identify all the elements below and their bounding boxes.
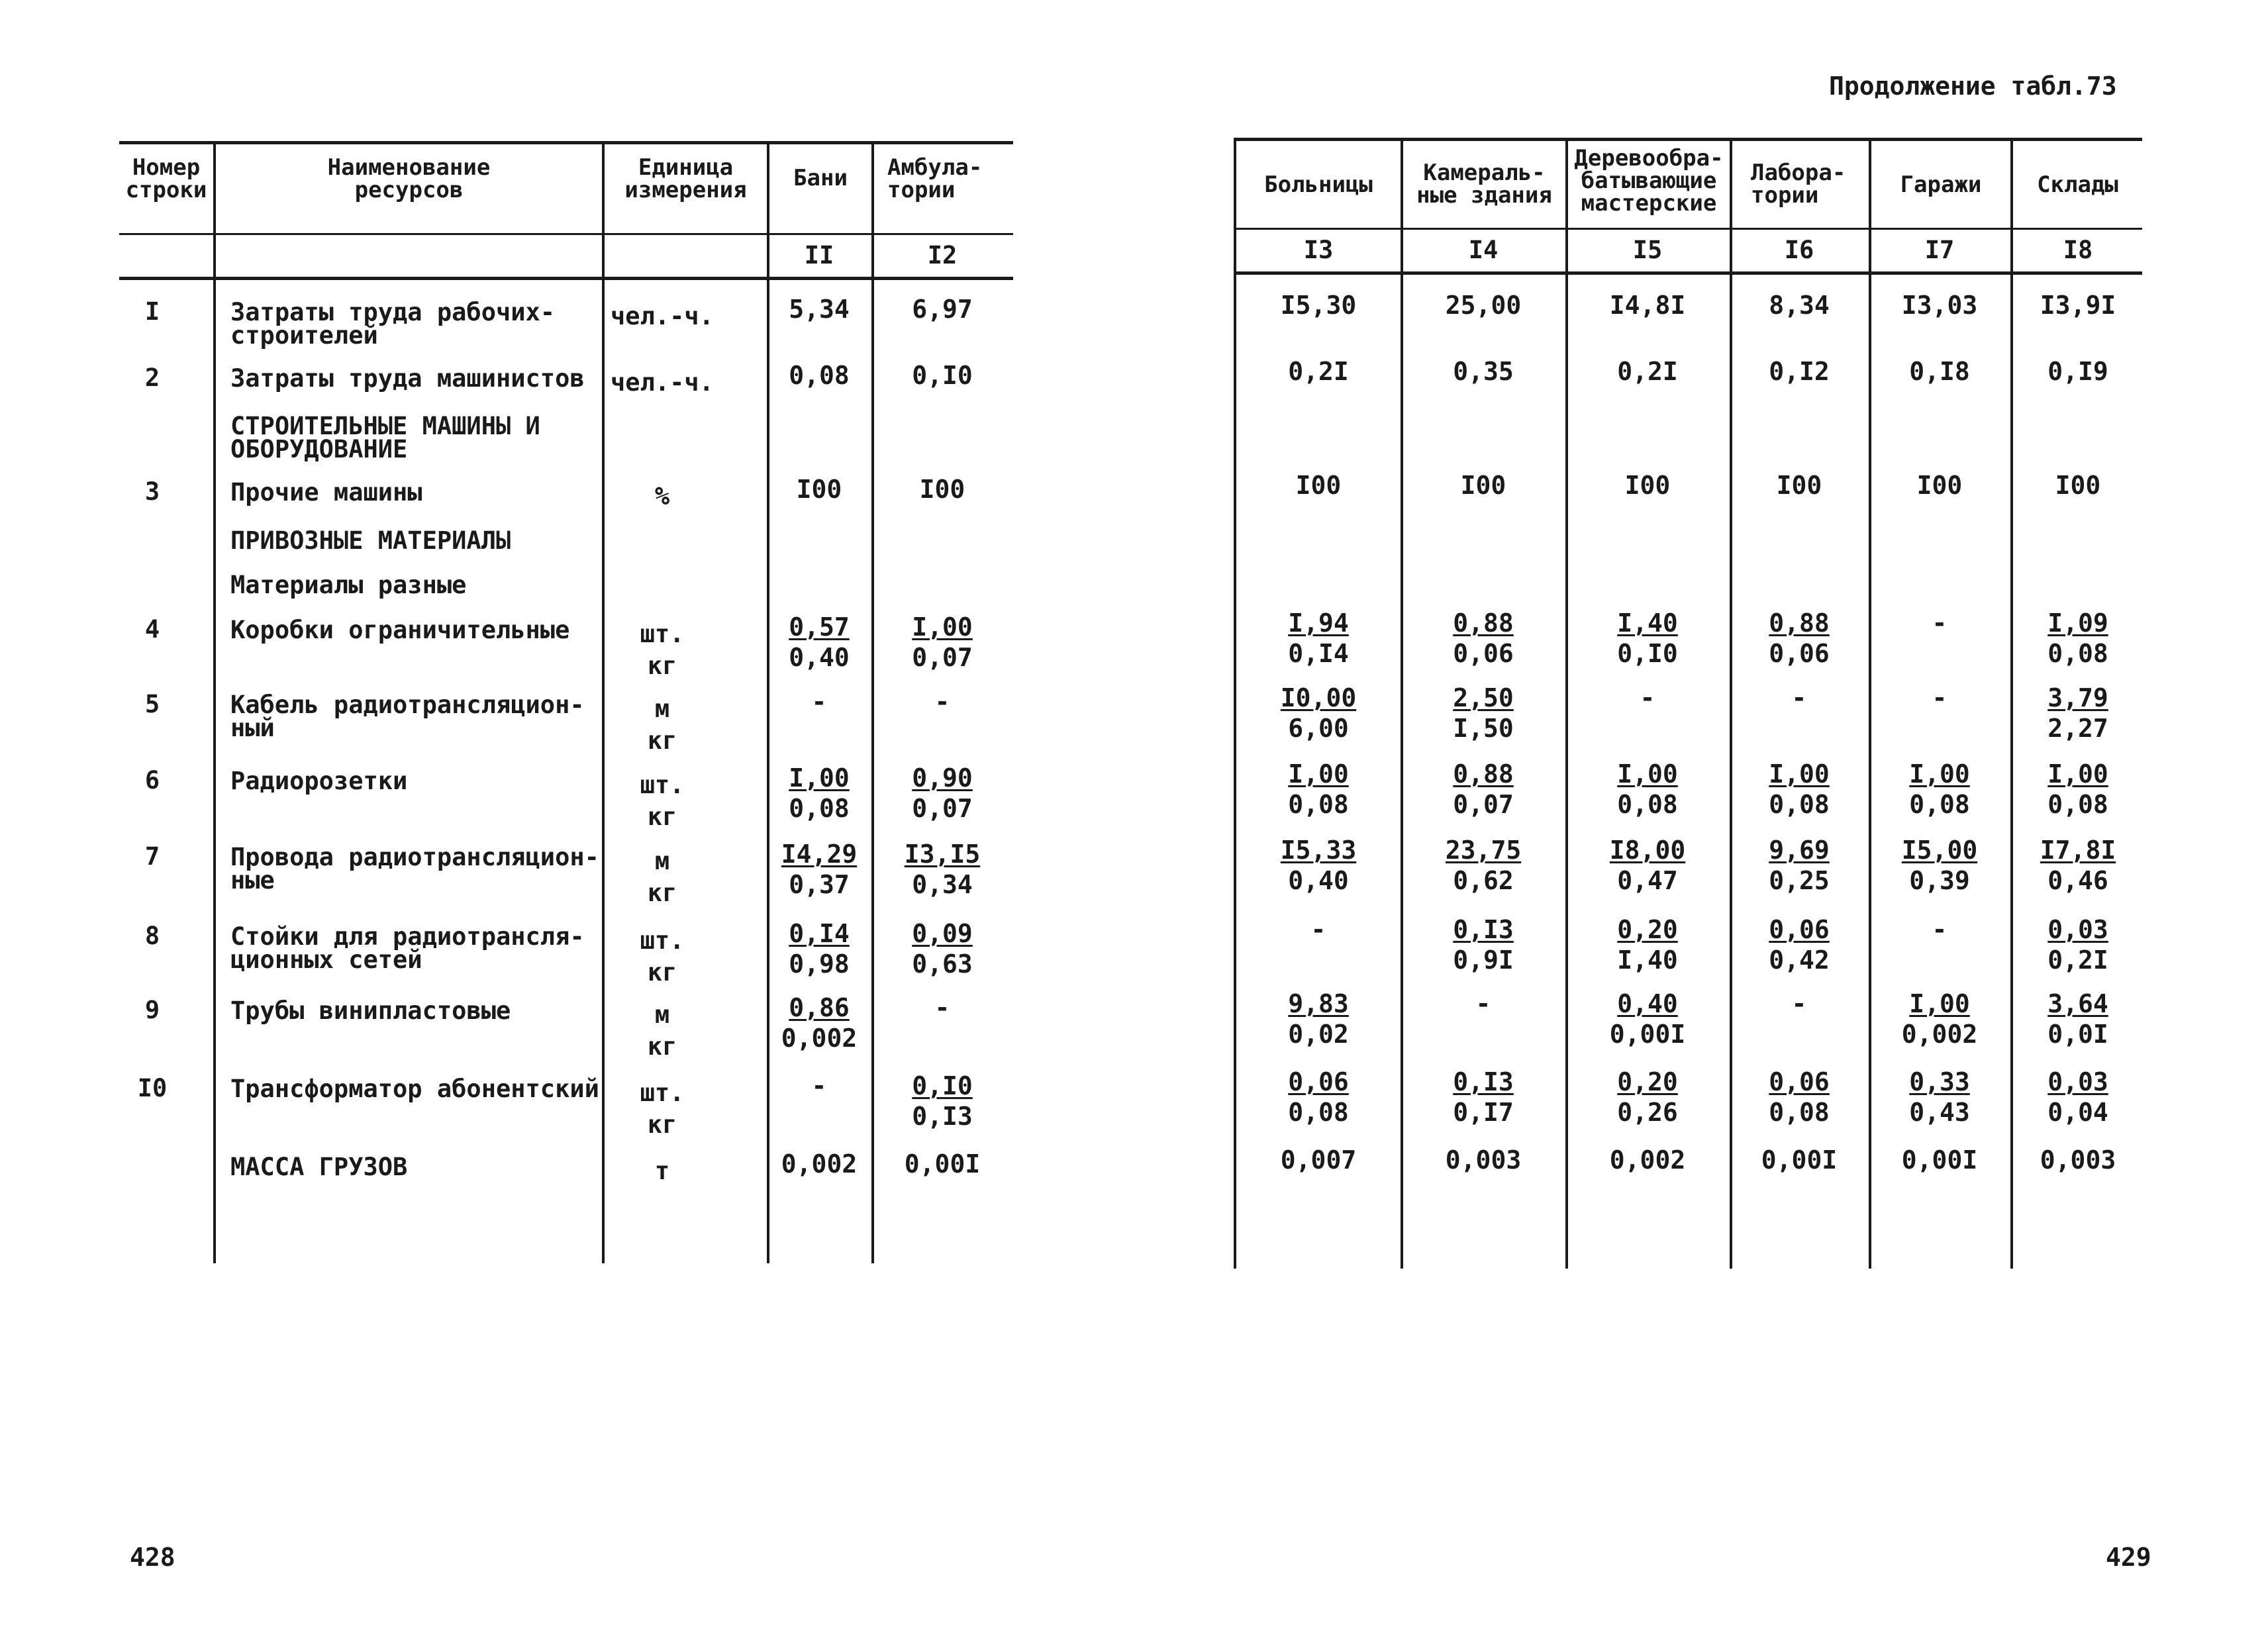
value-denominator: 0,I4: [1288, 639, 1349, 668]
value-numerator: 23,75: [1445, 836, 1522, 865]
value-cell: [1617, 358, 1678, 385]
value-text: 0,I0: [912, 361, 973, 390]
header-warehouses: Склады: [2037, 171, 2118, 198]
value-cell: [1281, 291, 1356, 319]
value-text: I00: [1776, 471, 1822, 500]
value-cell: [912, 295, 973, 323]
value-denominator: 0,08: [1909, 790, 1970, 819]
value-cell: [2047, 990, 2108, 1048]
value-numerator: 0,20: [1617, 1067, 1678, 1096]
value-cell: [1769, 760, 1830, 818]
value-denominator: 0,63: [912, 949, 973, 979]
value-cell: [1932, 609, 1948, 637]
value-text: 0,003: [2040, 1145, 2116, 1175]
col-number: II: [804, 241, 834, 269]
value-denominator: 0,46: [2047, 866, 2108, 895]
value-denominator: 0,002: [1901, 1020, 1978, 1049]
row-number: 9: [144, 996, 160, 1024]
resource-name: Трансформатор абонентский: [230, 1075, 599, 1103]
value-text: 0,00I: [904, 1149, 981, 1179]
unit: шт. кг: [640, 771, 685, 831]
value-numerator: I,00: [1288, 759, 1349, 789]
value-cell: [1311, 916, 1326, 943]
value-cell: [2055, 471, 2101, 499]
value-cell: [2047, 1068, 2108, 1126]
value-text: I00: [796, 475, 842, 504]
resource-name: Затраты труда рабочих- строителей: [230, 298, 556, 350]
value-cell: [1909, 358, 1970, 385]
value-numerator: I5,00: [1901, 836, 1978, 865]
value-denominator: 0,47: [1617, 866, 1678, 895]
value-numerator: 3,64: [2047, 989, 2108, 1018]
value-numerator: 0,57: [789, 612, 850, 642]
value-text: 0,00I: [1901, 1145, 1978, 1175]
value-text: -: [811, 1071, 827, 1100]
col-number: I5: [1632, 236, 1663, 264]
value-text: 0,002: [781, 1149, 858, 1179]
value-numerator: I8,00: [1609, 836, 1686, 865]
value-denominator: 0,43: [1909, 1098, 1970, 1127]
value-numerator: 0,88: [1453, 608, 1514, 638]
value-cell: [1453, 358, 1514, 385]
value-cell: [1932, 916, 1948, 943]
value-numerator: 0,20: [1617, 915, 1678, 944]
resource-name: МАССА ГРУЗОВ: [230, 1153, 408, 1181]
value-denominator: 0,26: [1617, 1098, 1678, 1127]
row-number: I: [144, 297, 160, 326]
value-cell: [1932, 684, 1948, 712]
header-laboratories: Лабора- тории: [1751, 160, 1846, 209]
value-denominator: 0,39: [1909, 866, 1970, 895]
value-text: I00: [1460, 471, 1506, 500]
table-caption: Продолжение табл.73: [1829, 72, 2117, 101]
value-cell: [905, 1150, 980, 1178]
value-denominator: 0,37: [789, 870, 850, 899]
value-cell: [1792, 684, 1807, 712]
value-cell: [1281, 1146, 1356, 1174]
value-denominator: 0,2I: [2047, 945, 2108, 975]
value-text: 0,I2: [1769, 357, 1830, 386]
value-cell: [781, 994, 857, 1052]
resource-name: Трубы винипластовые: [230, 996, 511, 1025]
value-text: I5,30: [1280, 291, 1357, 320]
value-cell: [1761, 1146, 1837, 1174]
value-cell: [1453, 760, 1514, 818]
value-cell: [1617, 609, 1678, 667]
value-cell: [789, 613, 850, 671]
value-text: 8,34: [1769, 291, 1830, 320]
value-numerator: I0,00: [1280, 683, 1357, 712]
value-numerator: 0,90: [912, 763, 973, 793]
header-office-buildings: Камераль- ные здания: [1416, 160, 1552, 209]
value-denominator: 0,08: [1288, 1098, 1349, 1127]
value-text: 0,35: [1453, 357, 1514, 386]
value-cell: [1288, 1068, 1349, 1126]
value-numerator: I,00: [1909, 759, 1970, 789]
value-numerator: I5,33: [1280, 836, 1357, 865]
value-numerator: 0,I4: [789, 919, 850, 948]
header-resource-name: Наименование ресурсов: [327, 154, 491, 203]
value-text: 6,97: [912, 295, 973, 324]
value-numerator: 0,03: [2047, 915, 2108, 944]
value-cell: [2047, 760, 2108, 818]
value-text: 25,00: [1445, 291, 1522, 320]
resource-name: Коробки ограничительные: [230, 616, 570, 644]
value-cell: [1917, 471, 1963, 499]
value-cell: [1461, 471, 1506, 499]
value-cell: [912, 920, 973, 978]
value-cell: [1288, 358, 1349, 385]
value-numerator: 0,86: [789, 993, 850, 1022]
row-number: 6: [144, 766, 160, 795]
value-cell: [1446, 1146, 1521, 1174]
header-hospitals: Больницы: [1264, 171, 1373, 198]
value-cell: [905, 840, 980, 898]
value-text: I00: [1916, 471, 1963, 500]
row-number: 8: [144, 922, 160, 950]
value-text: 5,34: [789, 295, 850, 324]
value-text: -: [1640, 683, 1655, 712]
value-numerator: 3,79: [2047, 683, 2108, 712]
value-cell: [1453, 916, 1514, 974]
value-cell: [1902, 291, 1977, 319]
value-cell: [1610, 1146, 1685, 1174]
row-number: 7: [144, 842, 160, 871]
value-denominator: 0,34: [912, 870, 973, 899]
value-cell: [2040, 1146, 2116, 1174]
value-text: 0,I9: [2047, 357, 2108, 386]
value-denominator: 0,08: [1288, 790, 1349, 819]
value-numerator: 9,83: [1288, 989, 1349, 1018]
value-cell: [1909, 760, 1970, 818]
value-denominator: 0,08: [1617, 790, 1678, 819]
value-cell: [1769, 609, 1830, 667]
value-denominator: 0,98: [789, 949, 850, 979]
value-denominator: 0,62: [1453, 866, 1514, 895]
value-cell: [1610, 836, 1685, 894]
value-denominator: 0,06: [1769, 639, 1830, 668]
value-denominator: 0,08: [2047, 639, 2108, 668]
value-cell: [1792, 990, 1807, 1018]
value-cell: [2047, 916, 2108, 974]
value-text: -: [1475, 989, 1491, 1018]
value-text: 0,002: [1609, 1145, 1686, 1175]
unit: чел.-ч.: [611, 302, 714, 330]
value-numerator: I,00: [1909, 989, 1970, 1018]
value-text: -: [1932, 683, 1948, 712]
value-cell: [1288, 760, 1349, 818]
value-denominator: 0,08: [2047, 790, 2108, 819]
col-number: I6: [1784, 236, 1814, 264]
value-cell: [789, 295, 850, 323]
value-cell: [1777, 471, 1822, 499]
unit: т: [654, 1157, 670, 1185]
value-numerator: 2,50: [1453, 683, 1514, 712]
value-text: -: [1932, 608, 1948, 638]
value-cell: [912, 764, 973, 822]
value-cell: [935, 688, 950, 716]
value-cell: [1617, 1068, 1678, 1126]
value-numerator: I3,I5: [904, 840, 981, 869]
header-woodworking-shops: Деревообра- батывающие мастерские: [1574, 145, 1724, 217]
value-text: I3,03: [1901, 291, 1978, 320]
value-cell: [1476, 990, 1491, 1018]
value-numerator: 0,I3: [1453, 915, 1514, 944]
value-denominator: 0,I3: [912, 1102, 973, 1131]
row-number: 4: [144, 615, 160, 644]
value-numerator: 0,40: [1617, 989, 1678, 1018]
value-denominator: 0,9I: [1453, 945, 1514, 975]
col-number: I8: [2063, 236, 2093, 264]
value-cell: [781, 1150, 857, 1178]
unit: м кг: [647, 1000, 677, 1061]
value-cell: [1902, 836, 1977, 894]
value-cell: [781, 840, 857, 898]
header-garages: Гаражи: [1900, 171, 1982, 198]
value-denominator: 0,04: [2047, 1098, 2108, 1127]
value-text: 0,08: [789, 361, 850, 390]
value-cell: [1446, 291, 1521, 319]
value-text: I00: [2055, 471, 2101, 500]
value-numerator: 0,06: [1769, 915, 1830, 944]
value-denominator: 0,0I: [2047, 1020, 2108, 1049]
value-numerator: 0,09: [912, 919, 973, 948]
value-numerator: I,09: [2047, 608, 2108, 638]
header-clinics: Амбула- тории: [887, 154, 983, 203]
value-cell: [912, 1072, 973, 1130]
value-denominator: 0,08: [1769, 1098, 1830, 1127]
value-denominator: 0,08: [1769, 790, 1830, 819]
value-text: 0,003: [1445, 1145, 1522, 1175]
value-denominator: 0,02: [1288, 1020, 1349, 1049]
resource-name: Материалы разные: [230, 571, 467, 599]
value-cell: [1281, 836, 1356, 894]
resource-name: Стойки для радиотрансля- ционных сетей: [230, 922, 585, 974]
value-numerator: 0,88: [1769, 608, 1830, 638]
value-denominator: 6,00: [1288, 714, 1349, 743]
value-text: -: [934, 687, 950, 716]
value-cell: [1288, 609, 1349, 667]
value-denominator: I,50: [1453, 714, 1514, 743]
value-numerator: 0,03: [2047, 1067, 2108, 1096]
value-cell: [1769, 836, 1830, 894]
value-cell: [812, 1072, 827, 1100]
value-cell: [1769, 291, 1830, 319]
value-denominator: 0,I0: [1617, 639, 1678, 668]
value-cell: [2040, 836, 2116, 894]
value-numerator: I7,8I: [2040, 836, 2116, 865]
value-denominator: 0,07: [1453, 790, 1514, 819]
value-numerator: 0,I3: [1453, 1067, 1514, 1096]
value-numerator: 0,33: [1909, 1067, 1970, 1096]
value-numerator: 9,69: [1769, 836, 1830, 865]
value-cell: [1617, 916, 1678, 974]
value-cell: [1296, 471, 1342, 499]
unit: м кг: [647, 847, 677, 907]
value-cell: [789, 920, 850, 978]
value-text: I00: [1295, 471, 1342, 500]
value-cell: [1453, 1068, 1514, 1126]
value-numerator: I,00: [1769, 759, 1830, 789]
value-text: I00: [1624, 471, 1671, 500]
value-cell: [920, 475, 965, 503]
value-denominator: 0,40: [789, 643, 850, 672]
value-numerator: I4,29: [781, 840, 858, 869]
value-numerator: I,00: [2047, 759, 2108, 789]
value-numerator: I,00: [912, 612, 973, 642]
value-numerator: 0,88: [1453, 759, 1514, 789]
resource-name: Кабель радиотрансляцион- ный: [230, 691, 585, 742]
value-denominator: 2,27: [2047, 714, 2108, 743]
row-number: I0: [137, 1074, 168, 1102]
unit: чел.-ч.: [611, 368, 714, 397]
value-cell: [1769, 1068, 1830, 1126]
value-cell: [1902, 990, 1977, 1048]
row-number: 3: [144, 477, 160, 506]
value-denominator: 0,00I: [1609, 1020, 1686, 1049]
value-denominator: 0,07: [912, 794, 973, 823]
col-number: I4: [1468, 236, 1499, 264]
row-number: 5: [144, 690, 160, 718]
value-cell: [2047, 609, 2108, 667]
value-denominator: 0,I7: [1453, 1098, 1514, 1127]
value-cell: [797, 475, 842, 503]
resource-name: Провода радиотрансляцион- ные: [230, 843, 599, 894]
value-cell: [1909, 1068, 1970, 1126]
col-number: I3: [1303, 236, 1334, 264]
value-denominator: I,40: [1617, 945, 1678, 975]
unit: шт. кг: [640, 926, 685, 987]
header-baths: Бани: [793, 165, 848, 191]
value-cell: [1902, 1146, 1977, 1174]
value-cell: [1288, 990, 1349, 1048]
value-cell: [1446, 836, 1521, 894]
resource-name: Прочие машины: [230, 478, 422, 507]
value-text: 0,007: [1280, 1145, 1357, 1175]
row-number: 2: [144, 363, 160, 392]
col-number: I2: [927, 241, 958, 269]
value-text: -: [811, 687, 827, 716]
value-numerator: I,00: [1617, 759, 1678, 789]
value-text: -: [1310, 915, 1326, 944]
resource-name: Затраты труда машинистов: [230, 364, 585, 393]
value-cell: [2047, 684, 2108, 742]
value-cell: [935, 994, 950, 1022]
value-text: -: [1932, 915, 1948, 944]
value-cell: [1617, 760, 1678, 818]
value-denominator: 0,06: [1453, 639, 1514, 668]
value-cell: [1769, 916, 1830, 974]
value-cell: [789, 764, 850, 822]
col-number: I7: [1924, 236, 1955, 264]
value-cell: [1640, 684, 1655, 712]
value-cell: [1453, 684, 1514, 742]
resource-name: СТРОИТЕЛЬНЫЕ МАШИНЫ И ОБОРУДОВАНИЕ: [230, 412, 540, 463]
value-text: 0,2I: [1617, 357, 1678, 386]
unit: %: [654, 482, 670, 510]
value-numerator: I,00: [789, 763, 850, 793]
value-numerator: 0,06: [1769, 1067, 1830, 1096]
unit: шт. кг: [640, 620, 685, 680]
value-numerator: I,94: [1288, 608, 1349, 638]
value-text: -: [1791, 683, 1807, 712]
value-denominator: 0,002: [781, 1024, 858, 1053]
value-cell: [912, 362, 973, 389]
value-cell: [789, 362, 850, 389]
value-denominator: 0,07: [912, 643, 973, 672]
value-numerator: I,40: [1617, 608, 1678, 638]
value-numerator: 0,06: [1288, 1067, 1349, 1096]
page-number-right: 429: [2106, 1543, 2151, 1572]
value-cell: [1769, 358, 1830, 385]
value-text: I3,9I: [2040, 291, 2116, 320]
value-cell: [1610, 990, 1685, 1048]
header-unit: Единица измерения: [624, 154, 747, 203]
value-denominator: 0,08: [789, 794, 850, 823]
value-cell: [1610, 291, 1685, 319]
value-denominator: 0,25: [1769, 866, 1830, 895]
value-numerator: 0,I0: [912, 1071, 973, 1100]
resource-name: ПРИВОЗНЫЕ МАТЕРИАЛЫ: [230, 526, 511, 555]
value-cell: [1453, 609, 1514, 667]
resource-name: Радиорозетки: [230, 767, 408, 795]
value-cell: [2047, 358, 2108, 385]
value-text: I00: [919, 475, 965, 504]
unit: шт. кг: [640, 1079, 685, 1139]
value-denominator: 0,40: [1288, 866, 1349, 895]
value-text: 0,2I: [1288, 357, 1349, 386]
value-text: -: [934, 993, 950, 1022]
value-cell: [812, 688, 827, 716]
value-cell: [912, 613, 973, 671]
value-text: 0,I8: [1909, 357, 1970, 386]
unit: м кг: [647, 695, 677, 755]
value-text: 0,00I: [1761, 1145, 1838, 1175]
value-cell: [1281, 684, 1356, 742]
page-number-left: 428: [130, 1543, 175, 1572]
value-cell: [1625, 471, 1671, 499]
header-row-number: Номер строки: [125, 154, 207, 203]
value-text: I4,8I: [1609, 291, 1686, 320]
value-cell: [2040, 291, 2116, 319]
value-text: -: [1791, 989, 1807, 1018]
value-denominator: 0,42: [1769, 945, 1830, 975]
